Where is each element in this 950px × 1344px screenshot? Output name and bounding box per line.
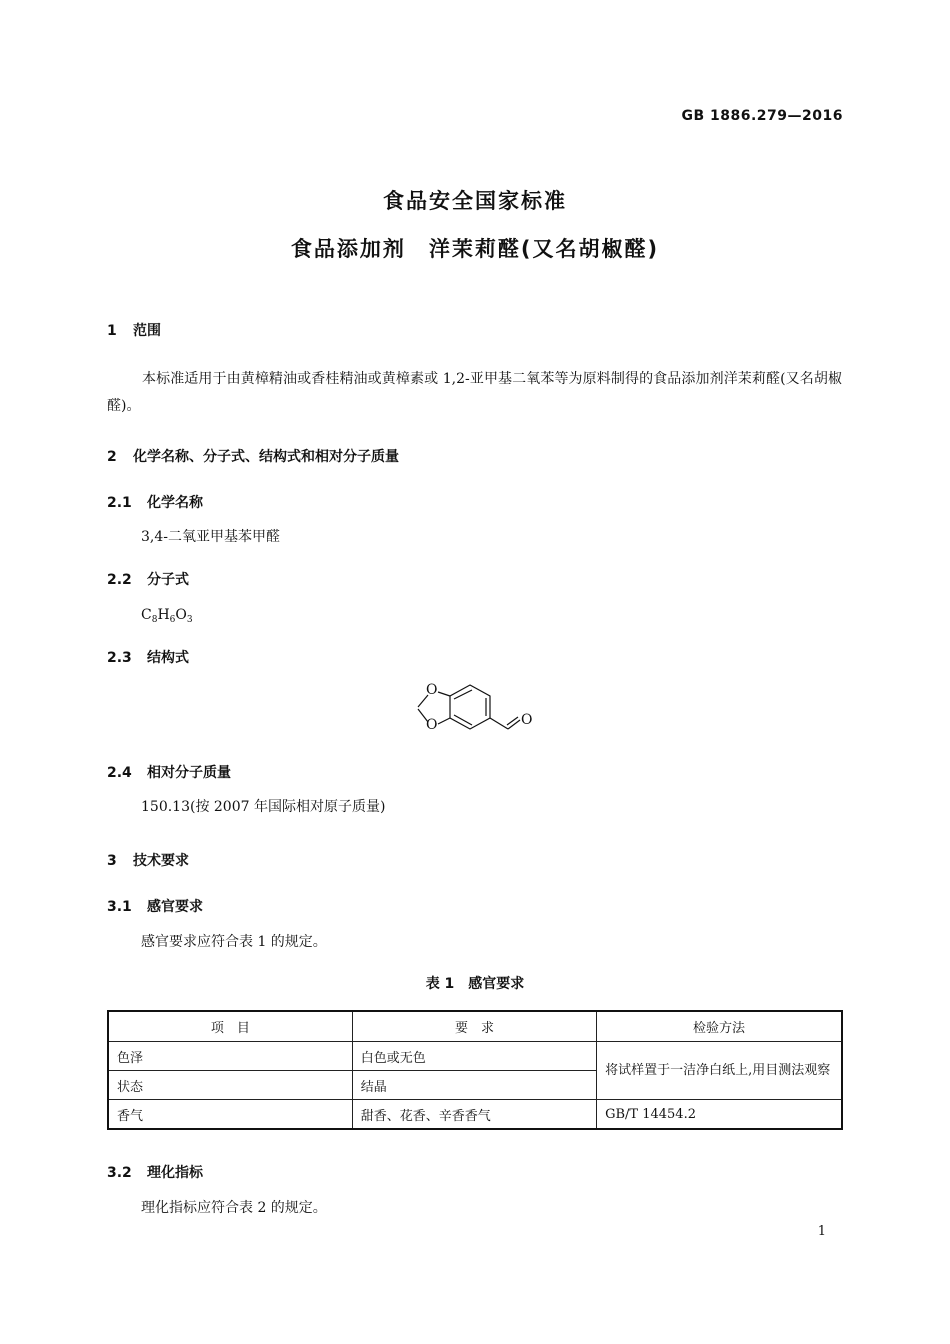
section-number: 2.1 xyxy=(107,495,132,511)
section-title: 化学名称 xyxy=(147,495,203,511)
cell-requirement: 结晶 xyxy=(352,1071,596,1100)
section-title: 化学名称、分子式、结构式和相对分子质量 xyxy=(133,449,399,465)
section-3-2-heading xyxy=(107,1162,203,1182)
section-title: 技术要求 xyxy=(133,853,189,869)
svg-text:O: O xyxy=(426,682,438,698)
cell-item: 色泽 xyxy=(108,1042,352,1071)
cell-requirement: 白色或无色 xyxy=(352,1042,596,1071)
sensory-requirement-text: 感官要求应符合表 1 的规定。 xyxy=(141,934,327,950)
section-number: 3.2 xyxy=(107,1165,132,1181)
cell-method: GB/T 14454.2 xyxy=(597,1100,842,1130)
chemical-name: 3,4-二氧亚甲基苯甲醛 xyxy=(141,529,280,545)
structural-formula xyxy=(400,676,550,742)
cell-item: 状态 xyxy=(108,1071,352,1100)
document-title: 食品安全国家标准 xyxy=(383,189,567,213)
section-title: 分子式 xyxy=(147,572,189,588)
section-3-heading xyxy=(107,850,189,870)
section-number: 2 xyxy=(107,449,117,465)
section-title: 相对分子质量 xyxy=(147,765,231,781)
section-2-1-heading xyxy=(107,492,203,512)
section-1-heading xyxy=(107,320,161,340)
molecular-formula: $C_8H_6O_3$ xyxy=(141,607,193,625)
column-header-requirement: 要 求 xyxy=(352,1011,596,1042)
section-3-1-heading xyxy=(107,896,203,916)
cell-item: 香气 xyxy=(108,1100,352,1130)
table-row xyxy=(108,1100,842,1130)
section-title: 范围 xyxy=(133,323,161,339)
section-title: 结构式 xyxy=(147,650,189,666)
section-number: 3 xyxy=(107,853,117,869)
document-subtitle: 食品添加剂 洋茉莉醛(又名胡椒醛) xyxy=(290,237,660,261)
table-header-row xyxy=(108,1011,842,1042)
column-header-item: 项 目 xyxy=(108,1011,352,1042)
standard-code: GB 1886.279—2016 xyxy=(681,108,843,124)
section-2-2-heading xyxy=(107,569,189,589)
section-2-3-heading xyxy=(107,647,189,667)
section-number: 3.1 xyxy=(107,899,132,915)
molecular-mass: 150.13(按 2007 年国际相对原子质量) xyxy=(141,799,386,815)
cell-requirement: 甜香、花香、辛香香气 xyxy=(352,1100,596,1130)
section-title: 理化指标 xyxy=(147,1165,203,1181)
section-number: 2.2 xyxy=(107,572,132,588)
section-number: 1 xyxy=(107,323,117,339)
column-header-method: 检验方法 xyxy=(597,1011,842,1042)
svg-text:O: O xyxy=(426,717,438,733)
physicochemical-text: 理化指标应符合表 2 的规定。 xyxy=(141,1200,327,1216)
section-2-heading xyxy=(107,446,399,466)
section-number: 2.4 xyxy=(107,765,132,781)
section-1-text: 本标准适用于由黄樟精油或香桂精油或黄樟素或 1,2-亚甲基二氧苯等为原料制得的食品添加剂洋茉莉醛(又名胡椒醛)。 xyxy=(107,371,842,414)
cell-method-merged: 将试样置于一洁净白纸上,用目测法观察 xyxy=(597,1042,842,1100)
section-number: 2.3 xyxy=(107,650,132,666)
section-2-4-heading xyxy=(107,762,231,782)
section-title: 感官要求 xyxy=(147,899,203,915)
sensory-requirements-table xyxy=(107,1010,843,1130)
table-1-caption: 表 1 感官要求 xyxy=(425,976,525,992)
table-row xyxy=(108,1042,842,1071)
svg-text:O: O xyxy=(521,712,533,728)
page-number: 1 xyxy=(817,1224,826,1239)
